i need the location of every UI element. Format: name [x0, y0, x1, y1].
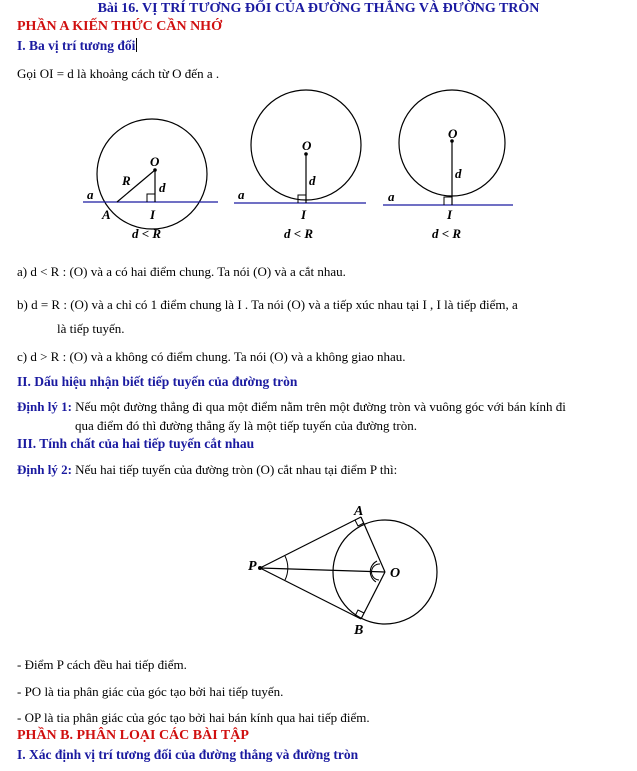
segment-po — [260, 568, 385, 572]
case-a: a) d < R : (O) và a có hai điểm chung. Ta nói (O) và a cắt nhau. — [17, 264, 346, 279]
label-i: I — [301, 207, 307, 222]
label-o: O — [390, 566, 401, 581]
label-a: a — [238, 187, 245, 202]
label-d: d — [159, 180, 166, 195]
two-tangents-figure — [230, 495, 460, 645]
theorem-2-label: Định lý 2: — [17, 462, 72, 477]
bullet-3: - OP là tia phân giác của góc tạo bởi hai bán kính qua hai tiếp điểm. — [17, 710, 370, 725]
label-d: d — [455, 166, 462, 181]
label-i: I — [447, 207, 453, 222]
angle-arc-p — [285, 556, 288, 580]
label-d: d — [309, 173, 316, 188]
part-a-heading: PHẦN A KIẾN THỨC CẦN NHỚ — [17, 19, 222, 34]
caption: d < R — [132, 226, 162, 241]
figure-tangent — [234, 90, 366, 241]
caption: d < R — [432, 226, 462, 241]
right-angle-3 — [444, 197, 452, 205]
case-c: c) d > R : (O) và a không có điểm chung. Ta nói (O) và a không giao nhau. — [17, 349, 406, 364]
caption: d < R — [284, 226, 314, 241]
text-cursor — [136, 38, 137, 52]
theorem-1-label: Định lý 1: — [17, 399, 72, 414]
label-a-point: A — [102, 207, 111, 222]
bullet-1: - Điểm P cách đều hai tiếp điểm. — [17, 657, 187, 672]
section-2-heading: II. Dấu hiệu nhận biết tiếp tuyến của đường tròn — [17, 374, 298, 389]
section-b1-heading: I. Xác định vị trí tương đối của đường thẳng và đường tròn — [17, 747, 359, 762]
page-title: Bài 16. VỊ TRÍ TƯƠNG ĐỐI CỦA ĐƯỜNG THẲNG VÀ ĐƯỜNG TRÒN — [97, 1, 540, 16]
label-o: O — [150, 154, 160, 169]
label-r: R — [122, 173, 131, 188]
label-b: B — [354, 623, 364, 638]
part-b-heading: PHẦN B. PHÂN LOẠI CÁC BÀI TẬP — [17, 728, 249, 743]
theorem-2: Định lý 2: Nếu hai tiếp tuyến của đường tròn (O) cắt nhau tại điểm P thì: — [17, 462, 398, 477]
label-o: O — [448, 126, 458, 141]
section-3-heading: III. Tính chất của hai tiếp tuyến cắt nhau — [17, 436, 255, 451]
figure-secant — [83, 119, 218, 241]
section-1-heading[interactable]: I. Ba vị trí tương đối — [17, 38, 136, 53]
figure-disjoint — [383, 90, 513, 241]
label-a: a — [388, 189, 395, 204]
label-i: I — [150, 207, 156, 222]
relative-positions-figures — [0, 88, 637, 248]
label-p: P — [248, 559, 257, 574]
case-b-line1: b) d = R : (O) và a chỉ có 1 điểm chung là I . Ta nói (O) và a tiếp xúc nhau tại I , I là tiếp điểm, a — [17, 297, 518, 312]
bullet-2: - PO là tia phân giác của góc tạo bởi hai tiếp tuyến. — [17, 684, 284, 699]
label-a: a — [87, 187, 94, 202]
tangent-pa — [260, 517, 361, 568]
tangent-pb — [260, 568, 361, 619]
label-o: O — [302, 138, 312, 153]
right-angle-1 — [147, 194, 155, 202]
label-a: A — [354, 504, 364, 519]
case-b-line2: là tiếp tuyến. — [57, 321, 125, 336]
theorem-1-line1: Định lý 1: Nếu một đường thẳng đi qua một điểm nằm trên một đường tròn và vuông góc với bán kính đi — [17, 399, 566, 414]
theorem-1-line2: qua điểm đó thì đường thẳng ấy là một tiếp tuyến của đường tròn. — [75, 418, 417, 433]
intro-text: Gọi OI = d là khoảng cách từ O đến a . — [17, 66, 220, 81]
